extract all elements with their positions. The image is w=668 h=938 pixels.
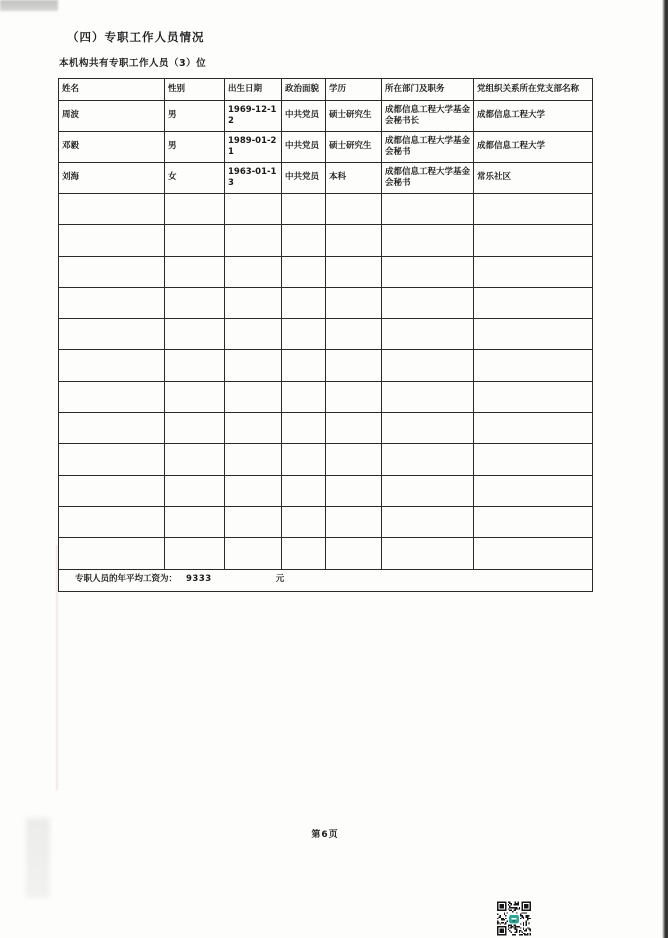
cell: 男: [165, 101, 225, 132]
page-number: 第6页: [311, 830, 339, 840]
qr-code: [497, 901, 531, 936]
empty-cell: [59, 256, 165, 287]
section-title: （四）专职工作人员情况: [67, 30, 205, 44]
empty-cell: [165, 256, 225, 287]
empty-cell: [326, 225, 382, 256]
cell: 刘海: [59, 163, 165, 194]
empty-cell: [326, 538, 382, 569]
empty-cell: [474, 444, 593, 475]
salary-unit: 元: [275, 574, 285, 585]
empty-table-row: [59, 444, 593, 475]
empty-cell: [382, 256, 474, 287]
empty-cell: [165, 475, 225, 506]
empty-cell: [165, 319, 225, 350]
table-header-row: [59, 79, 593, 101]
empty-cell: [282, 538, 326, 569]
empty-cell: [225, 475, 282, 506]
empty-cell: [165, 194, 225, 225]
cell: 邓毅: [59, 132, 165, 163]
empty-cell: [165, 538, 225, 569]
empty-cell: [282, 319, 326, 350]
empty-table-row: [59, 475, 593, 506]
empty-cell: [165, 444, 225, 475]
empty-cell: [165, 381, 225, 412]
empty-cell: [282, 475, 326, 506]
cell: 成都信息工程大学: [474, 132, 593, 163]
empty-cell: [382, 506, 474, 537]
empty-cell: [326, 413, 382, 444]
cell: 中共党员: [282, 132, 326, 163]
empty-cell: [225, 381, 282, 412]
empty-cell: [326, 444, 382, 475]
empty-cell: [282, 506, 326, 537]
staff-table: [58, 78, 593, 592]
table-row: [59, 101, 593, 132]
empty-cell: [59, 444, 165, 475]
salary-row: [59, 569, 593, 591]
cell: 硕士研究生: [326, 101, 382, 132]
cell: 中共党员: [282, 163, 326, 194]
empty-cell: [474, 350, 593, 381]
empty-table-row: [59, 225, 593, 256]
empty-cell: [165, 350, 225, 381]
empty-cell: [382, 194, 474, 225]
empty-cell: [382, 350, 474, 381]
empty-cell: [59, 350, 165, 381]
empty-table-row: [59, 256, 593, 287]
cell: 成都信息工程大学基金会秘书长: [382, 101, 474, 132]
column-header: 出生日期: [225, 79, 282, 101]
empty-cell: [225, 444, 282, 475]
cell: 男: [165, 132, 225, 163]
cell: 本科: [326, 163, 382, 194]
empty-cell: [474, 413, 593, 444]
empty-cell: [474, 256, 593, 287]
cell: 中共党员: [282, 101, 326, 132]
scan-artifact-bottom-left: [26, 818, 50, 898]
cell: 常乐社区: [474, 163, 593, 194]
empty-cell: [225, 538, 282, 569]
empty-cell: [326, 319, 382, 350]
column-header: 性别: [165, 79, 225, 101]
table-body: [59, 101, 593, 570]
empty-cell: [474, 538, 593, 569]
empty-cell: [225, 319, 282, 350]
empty-cell: [59, 506, 165, 537]
empty-cell: [282, 194, 326, 225]
empty-cell: [59, 319, 165, 350]
empty-cell: [382, 381, 474, 412]
empty-cell: [474, 506, 593, 537]
empty-cell: [326, 350, 382, 381]
empty-cell: [474, 287, 593, 318]
salary-value: 9333: [186, 574, 212, 585]
empty-table-row: [59, 506, 593, 537]
empty-cell: [382, 444, 474, 475]
empty-cell: [382, 413, 474, 444]
cell: 1963-01-13: [225, 163, 282, 194]
cell: 1989-01-21: [225, 132, 282, 163]
empty-cell: [382, 475, 474, 506]
empty-table-row: [59, 538, 593, 569]
empty-table-row: [59, 381, 593, 412]
empty-table-row: [59, 413, 593, 444]
empty-cell: [282, 256, 326, 287]
empty-cell: [225, 225, 282, 256]
empty-cell: [326, 506, 382, 537]
empty-cell: [382, 319, 474, 350]
empty-cell: [225, 413, 282, 444]
empty-cell: [326, 287, 382, 318]
cell: 成都信息工程大学基金会秘书: [382, 132, 474, 163]
empty-table-row: [59, 194, 593, 225]
empty-cell: [382, 538, 474, 569]
empty-cell: [59, 538, 165, 569]
empty-cell: [474, 194, 593, 225]
scan-edge-right: [662, 0, 668, 938]
empty-cell: [165, 413, 225, 444]
column-header: 党组织关系所在党支部名称: [474, 79, 593, 101]
empty-cell: [225, 287, 282, 318]
empty-cell: [282, 444, 326, 475]
empty-cell: [382, 287, 474, 318]
cell: 女: [165, 163, 225, 194]
empty-cell: [59, 475, 165, 506]
cell: 硕士研究生: [326, 132, 382, 163]
cell: 1969-12-12: [225, 101, 282, 132]
column-header: 所在部门及职务: [382, 79, 474, 101]
table-row: [59, 163, 593, 194]
salary-label: 专职人员的年平均工资为：: [75, 574, 178, 585]
cell: 成都信息工程大学: [474, 101, 593, 132]
empty-cell: [59, 287, 165, 318]
cell: 周波: [59, 101, 165, 132]
column-header: 学历: [326, 79, 382, 101]
column-header: 姓名: [59, 79, 165, 101]
empty-cell: [474, 381, 593, 412]
table-row: [59, 132, 593, 163]
empty-cell: [282, 225, 326, 256]
empty-cell: [59, 381, 165, 412]
empty-cell: [474, 319, 593, 350]
empty-cell: [59, 225, 165, 256]
staff-count-line: 本机构共有专职工作人员（3）位: [59, 58, 207, 69]
empty-cell: [326, 256, 382, 287]
empty-cell: [282, 413, 326, 444]
cell: 成都信息工程大学基金会秘书: [382, 163, 474, 194]
empty-cell: [165, 225, 225, 256]
empty-table-row: [59, 287, 593, 318]
column-header: 政治面貌: [282, 79, 326, 101]
empty-cell: [225, 350, 282, 381]
empty-table-row: [59, 319, 593, 350]
empty-cell: [282, 350, 326, 381]
empty-table-row: [59, 350, 593, 381]
empty-cell: [59, 194, 165, 225]
empty-cell: [474, 225, 593, 256]
empty-cell: [225, 194, 282, 225]
empty-cell: [59, 413, 165, 444]
empty-cell: [282, 287, 326, 318]
header-row: [59, 79, 593, 101]
empty-cell: [474, 475, 593, 506]
empty-cell: [165, 287, 225, 318]
empty-cell: [382, 225, 474, 256]
empty-cell: [326, 381, 382, 412]
empty-cell: [225, 256, 282, 287]
empty-cell: [165, 506, 225, 537]
empty-cell: [326, 194, 382, 225]
empty-cell: [282, 381, 326, 412]
scan-artifact-top-left: [0, 0, 58, 11]
empty-cell: [326, 475, 382, 506]
empty-cell: [225, 506, 282, 537]
